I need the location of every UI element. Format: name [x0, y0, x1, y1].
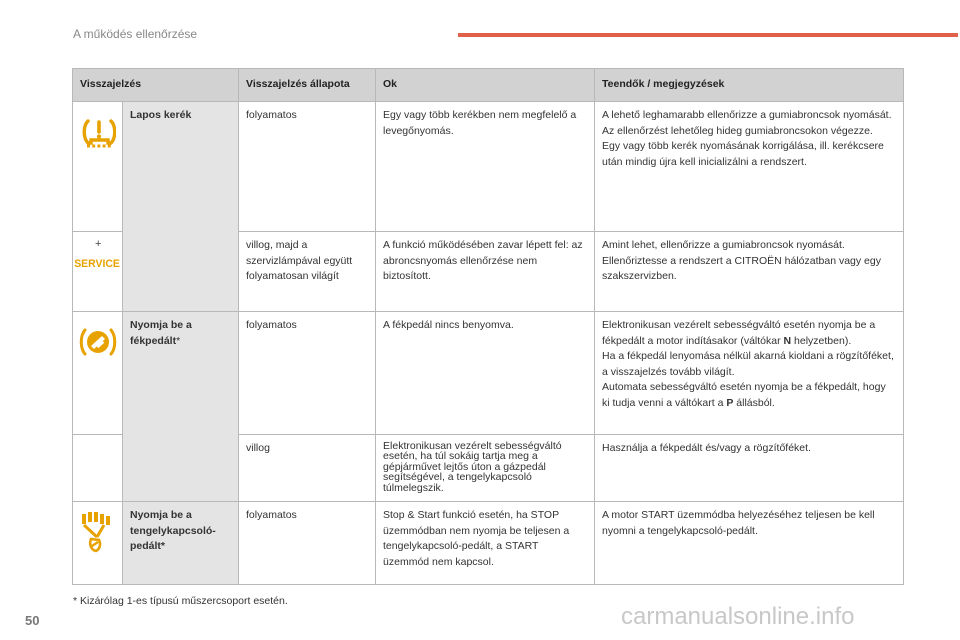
state-cell: folyamatos — [239, 102, 376, 232]
state-cell: villog, majd a szervizlámpával együtt folyamatosan világít — [239, 232, 376, 312]
table-row — [73, 502, 904, 585]
watermark: carmanualsonline.info — [621, 603, 855, 630]
header-accent-rule — [458, 33, 958, 37]
column-header-cause: Ok — [376, 69, 595, 102]
icon-cell — [73, 435, 123, 502]
column-header-action: Teendők / megjegyzések — [595, 69, 904, 102]
clutch-pedal-icon — [79, 511, 117, 553]
page-section-title: A működés ellenőrzése — [73, 27, 198, 41]
cause-cell: Egy vagy több kerékben nem megfelelő a levegőnyomás. — [376, 102, 595, 232]
page-number: 50 — [25, 613, 40, 628]
icon-cell — [73, 102, 123, 232]
tire-pressure-warning-icon — [80, 115, 116, 151]
action-cell: Amint lehet, ellenőrizze a gumiabroncsok nyomását. Ellenőriztesse a rendszert a CITROËN hálózatban vagy egy szakszervizben. — [595, 232, 904, 312]
cause-cell: Stop & Start funkció esetén, ha STOP üzemmódban nem nyomja be teljesen a tengelykapcsoló-pedált, a START üzemmód nem kapcsol. — [376, 502, 595, 585]
icon-cell — [73, 502, 123, 585]
indicator-name: Lapos kerék — [123, 102, 239, 312]
column-header-indicator: Visszajelzés — [73, 69, 239, 102]
action-cell: Elektronikusan vezérelt sebességváltó esetén nyomja be a fékpedált a motor indításakor (váltókar N helyzetben). Ha a fékpedál lenyomása nélkül akarná kioldani a rögzítőféket, a visszajelzés tovább világít. Automata sebességváltó esetén nyomja be a fékpedált, hogy ki tudja venni a váltókart a P állásból. — [595, 312, 904, 435]
cause-cell: Elektronikusan vezérelt sebességváltó esetén, ha túl sokáig tartja meg a gépjárművet lejtős úton a gázpedál segítségével, a tengelykapcsoló túlmelegszik. — [376, 435, 595, 502]
state-cell: villog — [239, 435, 376, 502]
action-cell: A motor START üzemmódba helyezéséhez teljesen be kell nyomni a tengelykapcsoló-pedált. — [595, 502, 904, 585]
plus-sign: + — [95, 238, 102, 250]
indicator-name: Nyomja be a fékpedált* — [123, 312, 239, 502]
indicator-name: Nyomja be a tengelykapcsoló-pedált* — [123, 502, 239, 585]
icon-cell — [73, 312, 123, 435]
action-cell: Használja a fékpedált és/vagy a rögzítőféket. — [595, 435, 904, 502]
state-cell: folyamatos — [239, 312, 376, 435]
cause-cell: A fékpedál nincs benyomva. — [376, 312, 595, 435]
brake-pedal-icon — [78, 324, 118, 360]
table-row — [73, 312, 904, 435]
column-header-state: Visszajelzés állapota — [239, 69, 376, 102]
action-cell: A lehető leghamarabb ellenőrizze a gumiabroncsok nyomását. Az ellenőrzést lehetőleg hideg gumiabroncsokon végezze. Egy vagy több kerék nyomásának korrigálása, ill. kerékcsere után mindig újra kell inicializálni a rendszert. — [595, 102, 904, 232]
table-header-row — [73, 69, 904, 102]
table-row — [73, 102, 904, 232]
footnote: * Kizárólag 1-es típusú műszercsoport esetén. — [73, 595, 288, 607]
icon-cell — [73, 232, 123, 312]
service-warning-icon: SERVICE — [74, 258, 121, 270]
state-cell: folyamatos — [239, 502, 376, 585]
cause-cell: A funkció működésében zavar lépett fel: az abroncsnyomás ellenőrzése nem biztosított. — [376, 232, 595, 312]
warning-lights-table — [72, 68, 904, 585]
